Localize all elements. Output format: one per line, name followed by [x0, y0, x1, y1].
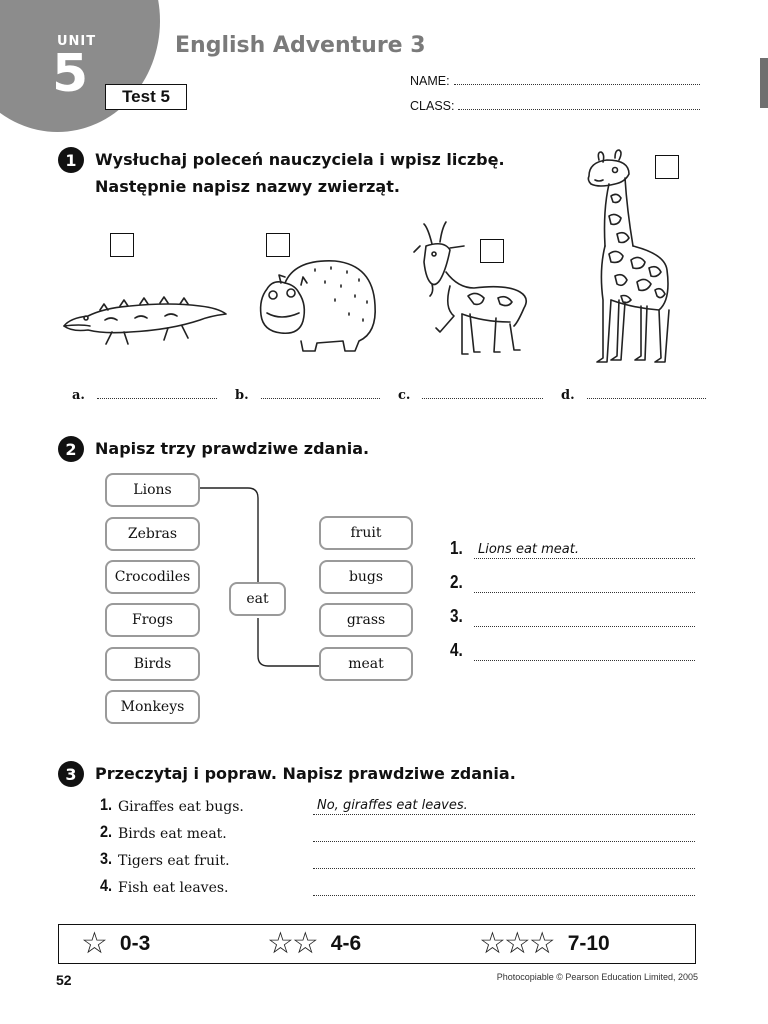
correction-number-2: 2.	[100, 822, 113, 841]
sentence-line-4[interactable]	[450, 640, 695, 661]
sentence-number-3: 3.	[450, 606, 463, 626]
sentence-number-1: 1.	[450, 538, 463, 558]
correction-number-3: 3.	[100, 849, 113, 868]
object-grass: grass	[319, 603, 413, 637]
sentence-input-4[interactable]	[474, 644, 695, 661]
score-band-3	[479, 925, 610, 962]
score-band-2	[267, 925, 361, 962]
star-icon: ☆☆☆	[479, 925, 554, 961]
subject-monkeys: Monkeys	[105, 690, 200, 724]
subject-zebras: Zebras	[105, 517, 200, 551]
exercise-2-number: 2	[58, 436, 84, 462]
copyright-notice: Photocopiable © Pearson Education Limited, 2005	[496, 972, 698, 982]
sentence-line-2[interactable]	[450, 572, 695, 593]
correction-row-2	[100, 822, 695, 842]
test-label: Test 5	[105, 84, 187, 110]
score-band-1	[81, 925, 150, 962]
correction-statement-2: Birds eat meat.	[118, 826, 227, 842]
correction-statement-1: Giraffes eat bugs.	[118, 799, 244, 815]
exercise-3-number: 3	[58, 761, 84, 787]
exercise-3-instruction: Przeczytaj i popraw. Napisz prawdziwe zdania.	[95, 764, 516, 783]
score-range-3: 7-10	[567, 931, 610, 955]
answer-label-d: d.	[561, 388, 575, 403]
correction-statement-4: Fish eat leaves.	[118, 880, 229, 896]
subject-frogs: Frogs	[105, 603, 200, 637]
correction-row-4	[100, 876, 695, 896]
sentence-input-3[interactable]	[474, 610, 695, 627]
class-label: CLASS:	[410, 99, 455, 113]
star-icon: ☆	[81, 925, 106, 961]
answer-label-b: b.	[235, 388, 249, 403]
sentence-example: Lions eat meat.	[478, 542, 580, 557]
object-bugs: bugs	[319, 560, 413, 594]
exercise-1-instruction-line1: Wysłuchaj poleceń nauczyciela i wpisz liczbę.	[95, 150, 505, 169]
unit-number: 5	[52, 44, 89, 104]
sentence-line-1[interactable]	[450, 538, 695, 559]
answer-label-a: a.	[72, 388, 85, 403]
name-label: NAME:	[410, 74, 450, 88]
correction-input-3[interactable]	[313, 850, 695, 869]
subject-crocodiles: Crocodiles	[105, 560, 200, 594]
star-icon: ☆☆	[267, 925, 317, 961]
sentence-input-1[interactable]	[474, 542, 695, 559]
sentence-number-4: 4.	[450, 640, 463, 660]
correction-example: No, giraffes eat leaves.	[317, 798, 468, 813]
sentence-input-2[interactable]	[474, 576, 695, 593]
score-range-1: 0-3	[119, 931, 151, 955]
correction-statement-3: Tigers eat fruit.	[118, 853, 230, 869]
book-title: English Adventure 3	[175, 33, 426, 58]
subject-lions: Lions	[105, 473, 200, 507]
score-bar	[58, 924, 696, 964]
correction-row-3	[100, 849, 695, 869]
object-meat: meat	[319, 647, 413, 681]
exercise-1-instruction-line2: Następnie napisz nazwy zwierząt.	[95, 177, 400, 196]
subject-birds: Birds	[105, 647, 200, 681]
page-number: 52	[56, 972, 72, 988]
correction-input-4[interactable]	[313, 877, 695, 896]
object-fruit: fruit	[319, 516, 413, 550]
correction-input-2[interactable]	[313, 823, 695, 842]
correction-number-4: 4.	[100, 876, 113, 895]
correction-input-1[interactable]	[313, 796, 695, 815]
answer-label-c: c.	[398, 388, 411, 403]
exercise-2-instruction: Napisz trzy prawdziwe zdania.	[95, 439, 370, 458]
correction-row-1	[100, 795, 695, 815]
exercise-1-number: 1	[58, 147, 84, 173]
verb-eat: eat	[229, 582, 286, 616]
score-range-2: 4-6	[330, 931, 362, 955]
unit-label: UNIT	[57, 34, 97, 49]
sentence-number-2: 2.	[450, 572, 463, 592]
correction-number-1: 1.	[100, 795, 113, 814]
sentence-line-3[interactable]	[450, 606, 695, 627]
